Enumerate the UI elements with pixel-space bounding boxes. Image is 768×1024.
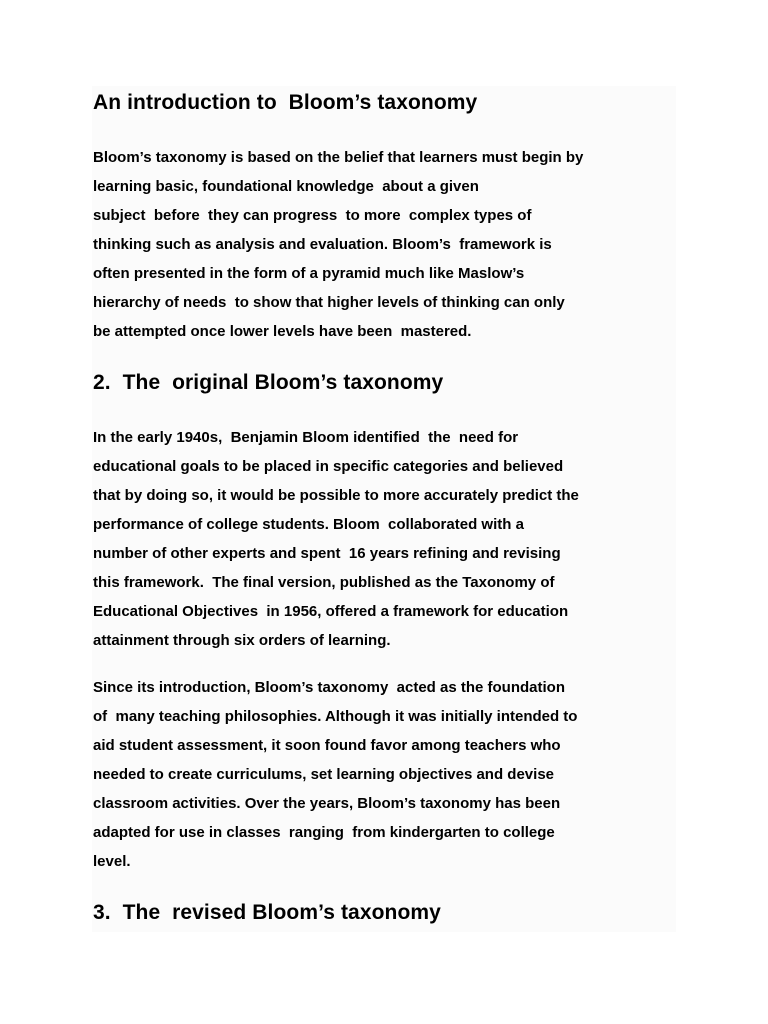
paragraph-line: that by doing so, it would be possible to more accurately predict the [93,487,579,504]
paragraph-line: Bloom’s taxonomy is based on the belief that learners must begin by [93,149,584,166]
paragraph-line: classroom activities. Over the years, Bloom’s taxonomy has been [93,795,561,812]
paragraph-line: be attempted once lower levels have been mastered. [93,323,472,340]
paragraph-line: attainment through six orders of learning. [93,632,391,649]
paragraph-line: Since its introduction, Bloom’s taxonomy acted as the foundation [93,679,565,696]
paragraph-line: thinking such as analysis and evaluation. Bloom’s framework is [93,236,552,253]
paragraph-line: needed to create curriculums, set learning objectives and devise [93,766,555,783]
paragraph-original-history [93,423,579,655]
paragraph-line: Educational Objectives in 1956, offered a framework for education [93,603,569,620]
paragraph-line: often presented in the form of a pyramid much like Maslow’s [93,265,525,282]
paragraph-line: of many teaching philosophies. Although it was initially intended to [93,708,578,725]
paragraph-line: educational goals to be placed in specific categories and believed [93,458,564,475]
paragraph-line: number of other experts and spent 16 years refining and revising [93,545,561,562]
paragraph-line: aid student assessment, it soon found favor among teachers who [93,737,561,754]
paragraph-original-influence [93,673,577,876]
paragraph-line: this framework. The final version, published as the Taxonomy of [93,574,555,591]
paragraph-line: learning basic, foundational knowledge about a given [93,178,479,195]
paragraph-line: subject before they can progress to more complex types of [93,207,532,224]
paragraph-introduction [93,143,583,346]
section-heading-introduction: An introduction to Bloom’s taxonomy [93,91,478,114]
paragraph-line: adapted for use in classes ranging from kindergarten to college [93,824,555,841]
section-heading-original: 2. The original Bloom’s taxonomy [93,371,444,394]
paragraph-line: level. [93,853,131,870]
section-heading-revised: 3. The revised Bloom’s taxonomy [93,901,441,924]
paragraph-line: In the early 1940s, Benjamin Bloom identified the need for [93,429,519,446]
paragraph-line: hierarchy of needs to show that higher levels of thinking can only [93,294,565,311]
paragraph-line: performance of college students. Bloom collaborated with a [93,516,524,533]
